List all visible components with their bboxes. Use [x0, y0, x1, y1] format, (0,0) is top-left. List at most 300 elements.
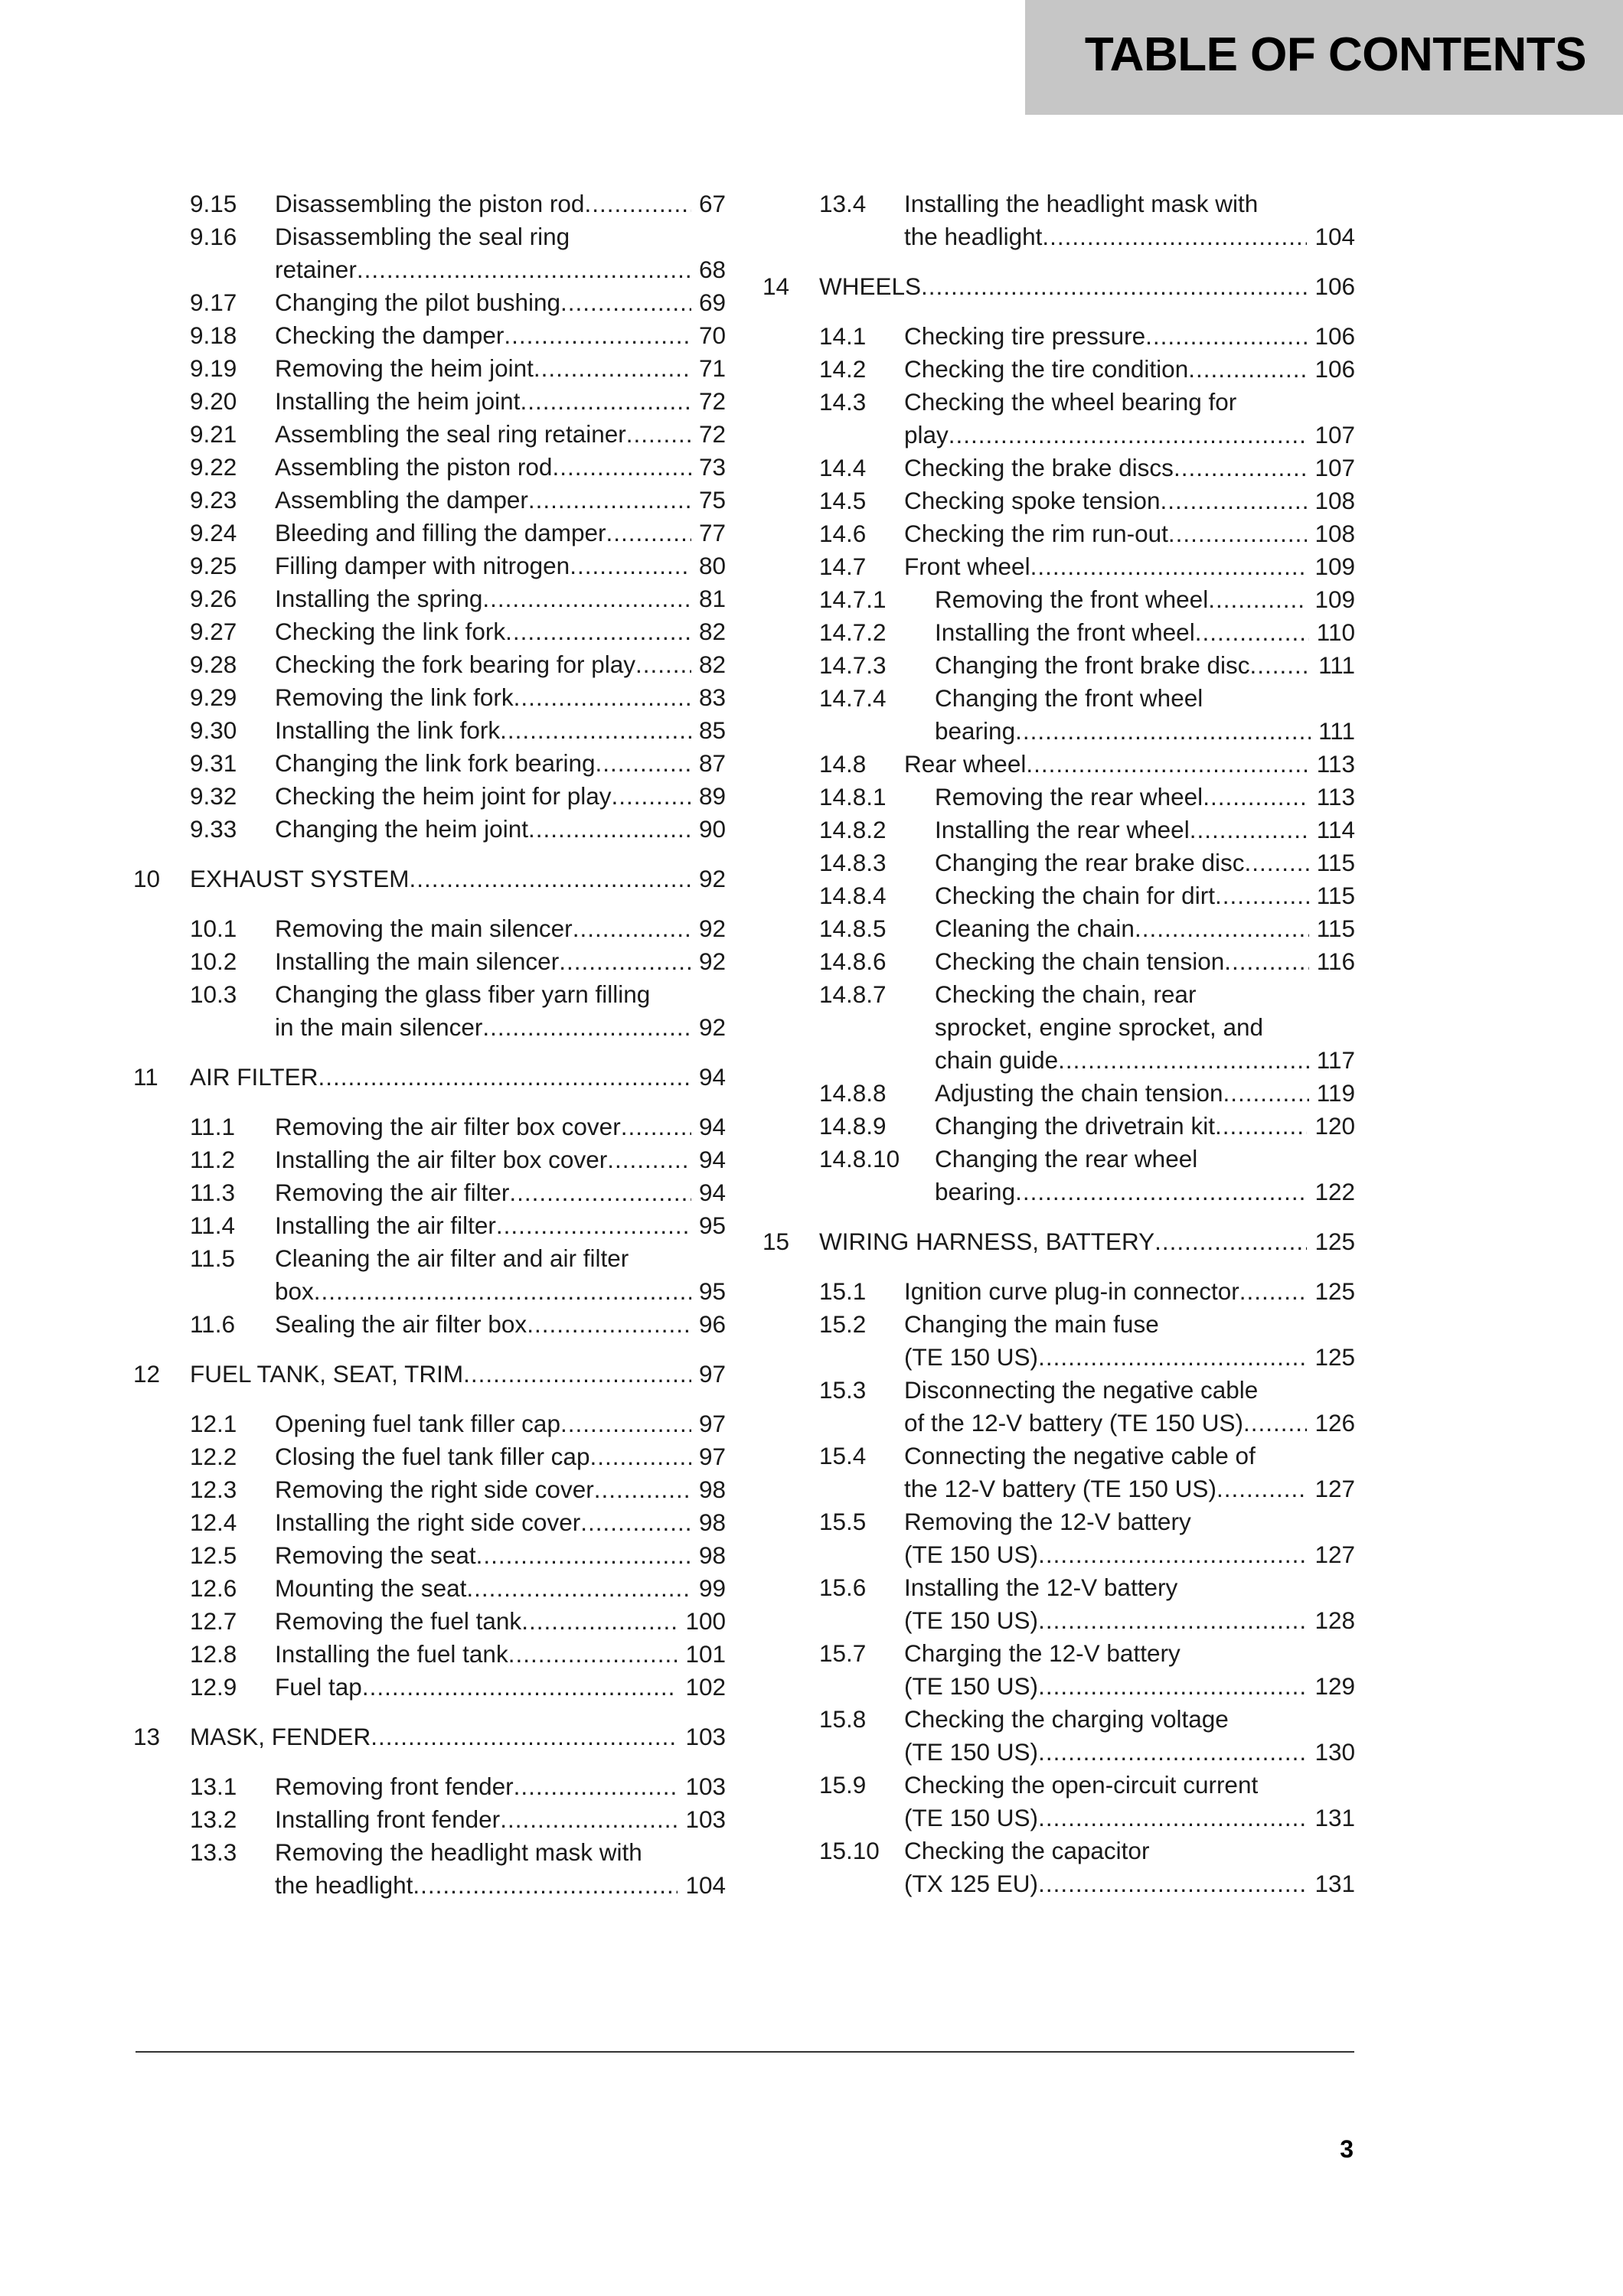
dot-leader: [1030, 550, 1308, 583]
footer-divider: [136, 2051, 1354, 2053]
toc-entry-title: [935, 583, 1355, 616]
toc-entry-title-line: Installing the 12-V battery: [904, 1574, 1178, 1601]
toc-entry-page: 96: [698, 1310, 726, 1338]
toc-entry-title-line: Checking the link fork: [275, 618, 506, 645]
toc-entry[interactable]: [133, 1539, 726, 1572]
toc-entry-page: 103: [685, 1773, 726, 1800]
toc-entry[interactable]: [133, 978, 726, 1044]
toc-entry-title-line: FUEL TANK, SEAT, TRIM: [190, 1360, 464, 1388]
toc-entry-title-line: retainer: [275, 256, 357, 283]
toc-entry[interactable]: [763, 550, 1355, 583]
toc-entry-title: [275, 681, 726, 714]
dot-leader: [1243, 1407, 1307, 1440]
toc-entry-page: 129: [1314, 1672, 1355, 1700]
dot-leader: [580, 1506, 691, 1539]
toc-entry-page: 125: [1314, 1277, 1355, 1305]
toc-entry-title: [275, 1143, 726, 1176]
dot-leader: [560, 286, 691, 319]
toc-entry[interactable]: [133, 517, 726, 550]
toc-entry-page: 89: [698, 782, 726, 810]
toc-entry[interactable]: [763, 517, 1355, 550]
toc-entry[interactable]: [763, 978, 1355, 1077]
toc-entry-title: [275, 1770, 726, 1803]
toc-entry-number: 15.6: [819, 1574, 867, 1601]
toc-entry[interactable]: [763, 814, 1355, 846]
toc-entry[interactable]: [133, 681, 726, 714]
toc-entry-page: 77: [698, 519, 726, 546]
toc-entry-page: 131: [1314, 1870, 1355, 1897]
toc-entry[interactable]: [133, 780, 726, 813]
dot-leader: [552, 451, 691, 484]
toc-entry-title-line: Installing the spring: [275, 585, 483, 612]
dot-leader: [1203, 781, 1309, 814]
toc-entry-title-line: Installing front fender: [275, 1805, 501, 1833]
toc-entry-number: 14.8.8: [819, 1079, 887, 1107]
toc-entry-title: [904, 484, 1355, 517]
toc-entry-page: 75: [698, 486, 726, 514]
toc-entry[interactable]: [763, 912, 1355, 945]
toc-entry-number: 13.1: [190, 1773, 237, 1800]
toc-entry-title-line: Rear wheel: [904, 750, 1027, 778]
toc-entry-number: 14.7: [819, 553, 867, 580]
toc-entry-title: [275, 385, 726, 418]
toc-entry-title-line: sprocket, engine sprocket, and: [935, 1013, 1264, 1041]
dot-leader: [1224, 945, 1309, 978]
toc-entry-number: 15.2: [819, 1310, 867, 1338]
toc-entry[interactable]: [133, 1242, 726, 1308]
dot-leader: [1038, 1867, 1307, 1900]
toc-entry[interactable]: [133, 1506, 726, 1539]
toc-entry-number: 12.7: [190, 1607, 237, 1635]
toc-entry-number: 9.20: [190, 387, 237, 415]
toc-entry-title: [275, 1836, 726, 1902]
toc-entry[interactable]: [133, 1110, 726, 1143]
toc-entry-title-line: Changing the front wheel: [935, 684, 1203, 712]
dot-leader: [520, 385, 691, 418]
toc-entry[interactable]: [133, 319, 726, 352]
toc-entry[interactable]: [763, 1275, 1355, 1308]
toc-entry-title: [935, 978, 1355, 1077]
dot-leader: [1216, 1473, 1308, 1505]
toc-entry[interactable]: [763, 748, 1355, 781]
toc-entry-page: 109: [1314, 553, 1355, 580]
toc-entry-title-line: the 12-V battery (TE 150 US): [904, 1475, 1216, 1502]
toc-entry[interactable]: [133, 1638, 726, 1671]
toc-entry-title: [904, 1440, 1355, 1505]
toc-entry[interactable]: [763, 1440, 1355, 1505]
toc-entry-page: 130: [1314, 1738, 1355, 1766]
toc-entry[interactable]: [763, 452, 1355, 484]
toc-entry-page: 107: [1314, 421, 1355, 448]
toc-entry[interactable]: [133, 418, 726, 451]
toc-entry[interactable]: [133, 188, 726, 220]
toc-entry[interactable]: [133, 615, 726, 648]
toc-entry-title-line: Changing the rear brake disc: [935, 849, 1245, 876]
toc-entry[interactable]: [133, 1407, 726, 1440]
toc-entry[interactable]: [763, 270, 1355, 303]
toc-entry-number: 15.5: [819, 1508, 867, 1535]
toc-entry-page: 101: [685, 1640, 726, 1668]
toc-entry[interactable]: [133, 1473, 726, 1506]
toc-entry-title-line: Changing the pilot bushing: [275, 289, 561, 316]
toc-entry[interactable]: [133, 1209, 726, 1242]
dot-leader: [1038, 1341, 1307, 1374]
toc-entry[interactable]: [763, 1225, 1355, 1258]
toc-entry-title-line: play: [904, 421, 949, 448]
toc-entry-number: 13.3: [190, 1838, 237, 1866]
toc-entry-number: 14.8.5: [819, 915, 887, 942]
toc-entry-title: [935, 814, 1355, 846]
toc-entry[interactable]: [763, 846, 1355, 879]
dot-leader: [1015, 1176, 1307, 1208]
toc-entry-number: 9.25: [190, 552, 237, 579]
toc-entry[interactable]: [763, 583, 1355, 616]
toc-entry-page: 98: [698, 1541, 726, 1569]
toc-entry-title-line: WIRING HARNESS, BATTERY: [819, 1228, 1155, 1255]
toc-entry-title: [904, 517, 1355, 550]
toc-entry-title-line: Changing the rear wheel: [935, 1145, 1198, 1172]
toc-entry[interactable]: [133, 863, 726, 895]
toc-entry-title-line: Removing the link fork: [275, 683, 514, 711]
toc-entry-title-line: Installing the rear wheel: [935, 816, 1190, 843]
dot-leader: [504, 319, 691, 352]
toc-entry-title-line: Front wheel: [904, 553, 1030, 580]
toc-entry[interactable]: [763, 682, 1355, 748]
toc-entry-page: 100: [685, 1607, 726, 1635]
toc-entry-title: [275, 813, 726, 846]
dot-leader: [589, 1440, 691, 1473]
toc-entry-title: [819, 270, 1355, 303]
toc-entry-page: 114: [1316, 816, 1355, 843]
toc-entry-number: 11.4: [190, 1212, 235, 1239]
dot-leader: [1042, 220, 1307, 253]
toc-entry[interactable]: [133, 1440, 726, 1473]
toc-entry[interactable]: [763, 1077, 1355, 1110]
toc-entry-title: [935, 649, 1355, 682]
toc-entry[interactable]: [133, 945, 726, 978]
toc-entry-number: 14.4: [819, 454, 867, 481]
toc-entry-title: [275, 1440, 726, 1473]
dot-leader: [496, 1209, 691, 1242]
toc-entry-title: [275, 319, 726, 352]
toc-entry-number: 12.2: [190, 1443, 237, 1470]
toc-entry[interactable]: [763, 353, 1355, 386]
toc-entry[interactable]: [763, 1769, 1355, 1835]
dot-leader: [314, 1275, 691, 1308]
toc-entry[interactable]: [763, 781, 1355, 814]
toc-entry-page: 117: [1316, 1046, 1355, 1074]
toc-entry[interactable]: [133, 484, 726, 517]
dot-leader: [1168, 517, 1308, 550]
toc-entry-title-line: Checking the capacitor: [904, 1837, 1150, 1864]
toc-entry-page: 69: [698, 289, 726, 316]
toc-entry[interactable]: [133, 1143, 726, 1176]
toc-entry-page: 85: [698, 716, 726, 744]
toc-entry-number: 15.3: [819, 1376, 867, 1404]
toc-entry-title: [904, 1275, 1355, 1308]
toc-entry-title: [275, 780, 726, 813]
toc-entry-number: 9.21: [190, 420, 237, 448]
toc-entry-page: 94: [698, 1146, 726, 1173]
toc-entry-title-line: bearing: [935, 1178, 1016, 1205]
toc-entry-page: 83: [698, 683, 726, 711]
toc-entry[interactable]: [133, 582, 726, 615]
toc-entry-title: [275, 550, 726, 582]
page-number: 3: [1340, 2135, 1354, 2163]
toc-entry[interactable]: [763, 386, 1355, 452]
dot-leader: [584, 188, 691, 220]
toc-entry-title: [935, 945, 1355, 978]
toc-entry-title-line: Checking the tire condition: [904, 355, 1189, 383]
toc-entry[interactable]: [763, 616, 1355, 649]
toc-entry-title-line: Installing the headlight mask with: [904, 190, 1259, 217]
toc-entry-number: 14.7.1: [819, 585, 887, 613]
toc-entry-title: [904, 386, 1355, 452]
toc-entry-number: 14.8: [819, 750, 867, 778]
toc-entry-page: 127: [1314, 1541, 1355, 1568]
toc-entry[interactable]: [133, 550, 726, 582]
toc-entry-title: [190, 1720, 726, 1753]
toc-entry-number: 14.8.1: [819, 783, 887, 810]
toc-entry[interactable]: [133, 648, 726, 681]
toc-entry-number: 9.24: [190, 519, 237, 546]
toc-entry-title-line: (TX 125 EU): [904, 1870, 1039, 1897]
dot-leader: [371, 1720, 678, 1753]
dot-leader: [1038, 1538, 1307, 1571]
toc-entry-title: [190, 1061, 726, 1094]
toc-entry-page: 107: [1314, 454, 1355, 481]
dot-leader: [527, 1308, 691, 1341]
toc-entry-title-line: Checking tire pressure: [904, 322, 1146, 350]
toc-entry[interactable]: [763, 1703, 1355, 1769]
toc-entry-title-line: Installing the front wheel: [935, 618, 1195, 646]
toc-entry[interactable]: [763, 1143, 1355, 1208]
toc-entry[interactable]: [763, 1110, 1355, 1143]
toc-entry-title-line: Installing the right side cover: [275, 1508, 581, 1536]
toc-entry-number: 9.30: [190, 716, 237, 744]
toc-entry-title: [935, 1110, 1355, 1143]
toc-entry[interactable]: [133, 714, 726, 747]
toc-entry-title: [904, 452, 1355, 484]
toc-entry[interactable]: [763, 1637, 1355, 1703]
toc-entry-number: 13: [133, 1723, 161, 1750]
dot-leader: [534, 352, 691, 385]
toc-entry-title-line: Closing the fuel tank filler cap: [275, 1443, 590, 1470]
dot-leader: [482, 582, 691, 615]
toc-entry-title: [275, 1638, 726, 1671]
toc-entry-title: [904, 353, 1355, 386]
toc-entry-title-line: Adjusting the chain tension: [935, 1079, 1223, 1107]
toc-entry-page: 115: [1316, 882, 1355, 909]
toc-entry-number: 9.32: [190, 782, 237, 810]
toc-entry-number: 9.18: [190, 321, 237, 349]
dot-leader: [521, 1605, 678, 1638]
toc-entry-number: 15.1: [819, 1277, 867, 1305]
toc-entry[interactable]: [133, 912, 726, 945]
toc-entry-page: 94: [698, 1063, 726, 1091]
toc-entry-title-line: MASK, FENDER: [190, 1723, 371, 1750]
toc-entry-number: 9.29: [190, 683, 237, 711]
toc-entry-title-line: AIR FILTER: [190, 1063, 318, 1091]
toc-entry-title: [275, 352, 726, 385]
toc-entry-title-line: Changing the link fork bearing: [275, 749, 596, 777]
toc-entry[interactable]: [133, 1770, 726, 1803]
toc-entry-title-line: box: [275, 1277, 314, 1305]
toc-entry-number: 12.4: [190, 1508, 237, 1536]
toc-entry-title: [904, 1769, 1355, 1835]
toc-entry[interactable]: [133, 747, 726, 780]
toc-entry-title-line: Checking the wheel bearing for: [904, 388, 1237, 416]
toc-entry-page: 92: [698, 1013, 726, 1041]
toc-entry-page: 103: [685, 1805, 726, 1833]
toc-entry[interactable]: [133, 1061, 726, 1094]
toc-entry[interactable]: [763, 1374, 1355, 1440]
toc-entry-title: [904, 188, 1355, 253]
toc-entry[interactable]: [133, 286, 726, 319]
toc-entry[interactable]: [133, 813, 726, 846]
dot-leader: [362, 1671, 678, 1704]
toc-entry-title-line: Fuel tap: [275, 1673, 362, 1701]
toc-entry-title-line: Ignition curve plug-in connector: [904, 1277, 1239, 1305]
dot-leader: [528, 484, 691, 517]
toc-entry[interactable]: [133, 1605, 726, 1638]
toc-entry-title: [935, 616, 1355, 649]
toc-entry-number: 14.8.2: [819, 816, 887, 843]
toc-entry[interactable]: [763, 188, 1355, 253]
toc-entry-title: [819, 1225, 1355, 1258]
toc-entry-page: 108: [1314, 520, 1355, 547]
toc-entry-title-line: Checking the chain, rear: [935, 980, 1197, 1008]
dot-leader: [1038, 1604, 1307, 1637]
toc-entry-title-line: (TE 150 US): [904, 1541, 1039, 1568]
toc-entry-page: 113: [1316, 750, 1355, 778]
toc-entry-number: 14.7.3: [819, 651, 887, 679]
toc-entry-title: [935, 781, 1355, 814]
toc-entry-number: 12: [133, 1360, 161, 1388]
toc-entry-number: 10.1: [190, 915, 237, 942]
toc-entry-page: 72: [698, 387, 726, 415]
toc-entry-number: 9.16: [190, 223, 237, 250]
toc-entry-page: 128: [1314, 1606, 1355, 1634]
toc-entry-number: 14.8.6: [819, 947, 887, 975]
toc-entry-title-line: Installing the main silencer: [275, 947, 560, 975]
toc-entry-title: [935, 879, 1355, 912]
toc-entry-page: 104: [1314, 223, 1355, 250]
toc-entry[interactable]: [763, 945, 1355, 978]
toc-entry-title-line: Removing the main silencer: [275, 915, 573, 942]
toc-entry-title-line: (TE 150 US): [904, 1672, 1039, 1700]
toc-entry[interactable]: [763, 1571, 1355, 1637]
dot-leader: [409, 863, 691, 895]
toc-entry[interactable]: [133, 1308, 726, 1341]
toc-entry-page: 80: [698, 552, 726, 579]
dot-leader: [626, 418, 691, 451]
toc-entry-title-line: Cleaning the air filter and air filter: [275, 1244, 629, 1272]
toc-entry-page: 115: [1316, 849, 1355, 876]
toc-entry-title: [275, 648, 726, 681]
toc-entry-page: 98: [698, 1476, 726, 1503]
toc-entry[interactable]: [133, 1671, 726, 1704]
toc-entry-title-line: Disconnecting the negative cable: [904, 1376, 1259, 1404]
dot-leader: [921, 270, 1307, 303]
toc-entry-title: [275, 418, 726, 451]
dot-leader: [594, 1473, 691, 1506]
toc-entry-page: 115: [1316, 915, 1355, 942]
toc-entry-number: 14.8.9: [819, 1112, 887, 1140]
toc-entry-title-line: Opening fuel tank filler cap: [275, 1410, 560, 1437]
toc-entry-title-line: Checking the rim run-out: [904, 520, 1168, 547]
toc-entry-number: 12.5: [190, 1541, 237, 1569]
toc-entry-page: 92: [698, 947, 726, 975]
toc-entry[interactable]: [763, 320, 1355, 353]
toc-entry-title: [904, 320, 1355, 353]
toc-entry-number: 11.3: [190, 1179, 235, 1206]
toc-entry-title: [275, 615, 726, 648]
toc-entry-title: [935, 846, 1355, 879]
toc-entry[interactable]: [763, 1835, 1355, 1900]
toc-entry-page: 109: [1314, 585, 1355, 613]
toc-entry-title-line: Installing the air filter: [275, 1212, 496, 1239]
toc-entry-page: 95: [698, 1212, 726, 1239]
toc-entry-number: 9.23: [190, 486, 237, 514]
toc-entry-title-line: (TE 150 US): [904, 1738, 1039, 1766]
toc-entry[interactable]: [133, 1803, 726, 1836]
toc-entry-title-line: Changing the drivetrain kit: [935, 1112, 1215, 1140]
toc-entry-title-line: Checking the fork bearing for play: [275, 651, 636, 678]
dot-leader: [1188, 353, 1307, 386]
dot-leader: [949, 419, 1308, 452]
toc-entry-title: [275, 1605, 726, 1638]
toc-entry[interactable]: [133, 1358, 726, 1391]
toc-entry-number: 9.27: [190, 618, 237, 645]
toc-entry[interactable]: [763, 879, 1355, 912]
toc-entry-title-line: Removing the seat: [275, 1541, 476, 1569]
toc-entry[interactable]: [133, 385, 726, 418]
toc-entry[interactable]: [133, 1572, 726, 1605]
toc-entry[interactable]: [133, 451, 726, 484]
toc-entry[interactable]: [133, 220, 726, 286]
toc-entry-title-line: Checking the chain for dirt: [935, 882, 1215, 909]
page-title: TABLE OF CONTENTS: [1084, 28, 1586, 81]
toc-entry-number: 15.8: [819, 1705, 867, 1733]
toc-entry[interactable]: [763, 1505, 1355, 1571]
toc-entry[interactable]: [133, 352, 726, 385]
toc-entry[interactable]: [133, 1720, 726, 1753]
toc-entry-title-line: bearing: [935, 717, 1016, 745]
toc-entry[interactable]: [763, 484, 1355, 517]
toc-entry-page: 71: [698, 354, 726, 382]
toc-entry-page: 126: [1314, 1409, 1355, 1437]
toc-entry-title: [275, 517, 726, 550]
toc-entry-number: 13.2: [190, 1805, 237, 1833]
toc-entry[interactable]: [133, 1176, 726, 1209]
toc-entry-title-line: Charging the 12-V battery: [904, 1639, 1181, 1667]
toc-entry-title-line: Checking the heim joint for play: [275, 782, 612, 810]
toc-entry-page: 95: [698, 1277, 726, 1305]
toc-entry[interactable]: [133, 1836, 726, 1902]
toc-right-column: [763, 188, 1355, 1900]
toc-entry-title: [904, 1308, 1355, 1374]
dot-leader: [596, 747, 691, 780]
toc-entry-title: [275, 484, 726, 517]
toc-entry-title: [904, 1374, 1355, 1440]
toc-entry-title: [275, 714, 726, 747]
dot-leader: [500, 714, 691, 747]
toc-entry[interactable]: [763, 649, 1355, 682]
toc-entry[interactable]: [763, 1308, 1355, 1374]
toc-entry-number: 12.1: [190, 1410, 237, 1437]
toc-entry-page: 106: [1314, 272, 1355, 300]
